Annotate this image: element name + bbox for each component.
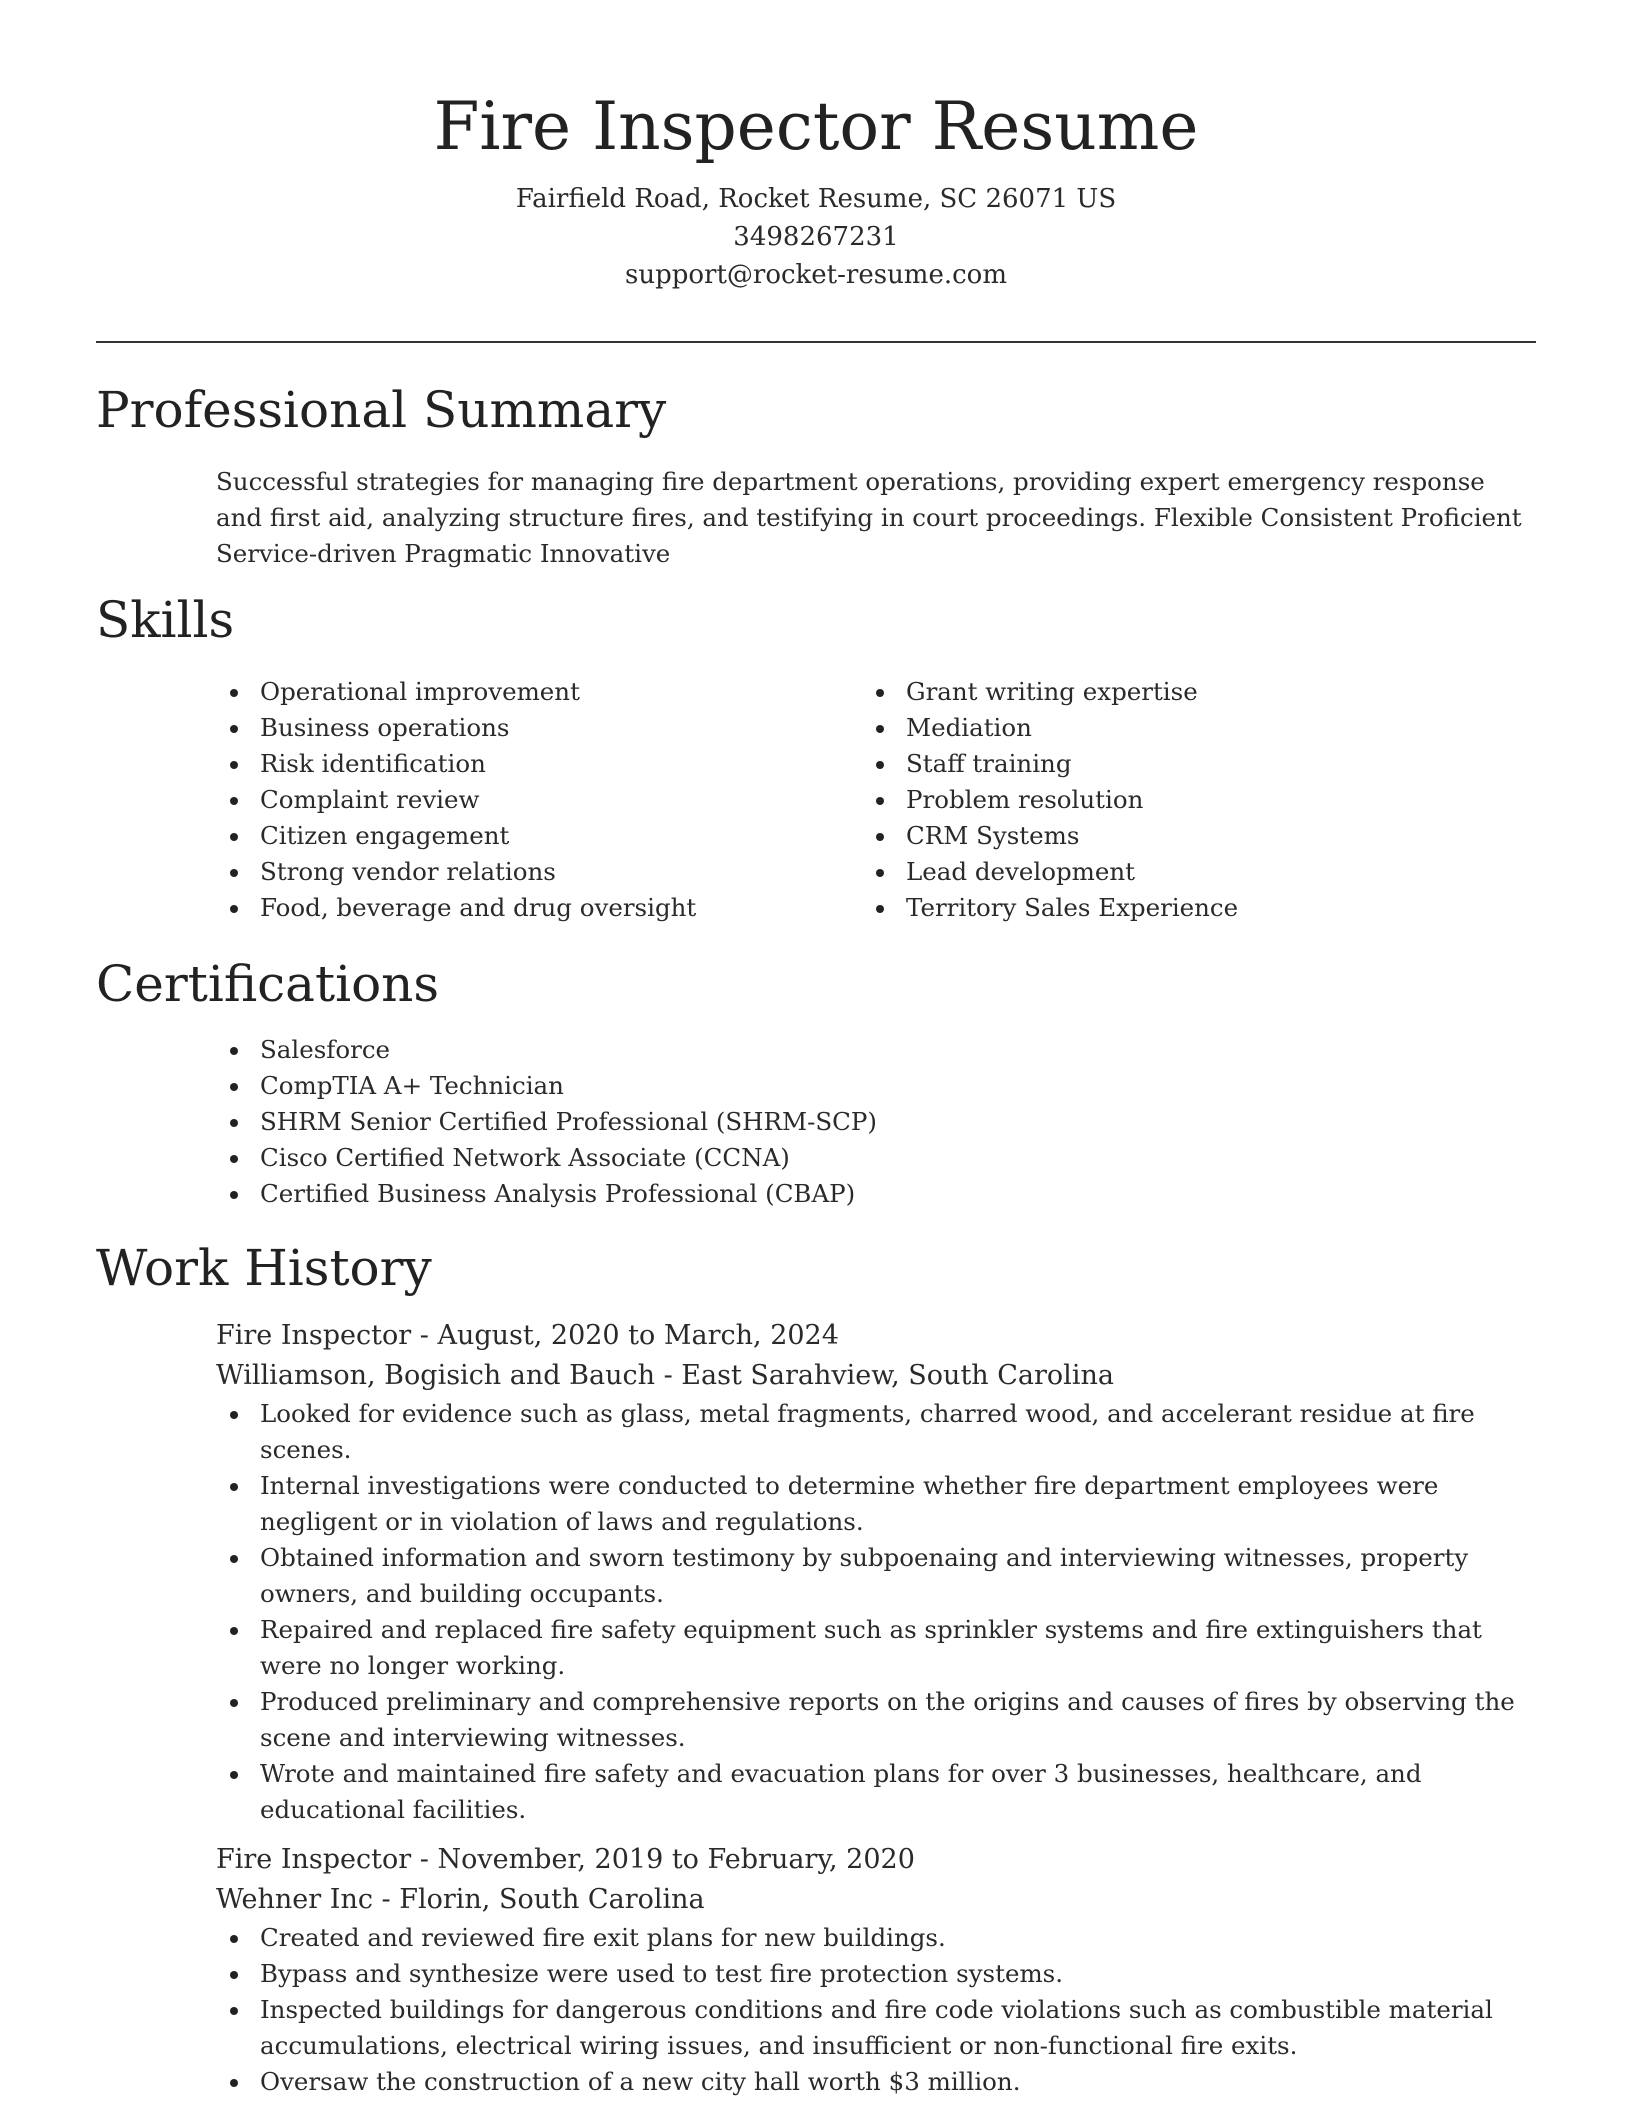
list-item: Cisco Certified Network Associate (CCNA) (216, 1140, 1316, 1176)
work-history-heading: Work History (96, 1239, 432, 1297)
list-item: Looked for evidence such as glass, metal fragments, charred wood, and accelerant residue at fire scenes. (216, 1396, 1538, 1468)
job-bullets (216, 1396, 1538, 1828)
list-item: Problem resolution (862, 782, 1532, 818)
contact-email: support@rocket-resume.com (624, 260, 1007, 290)
job-title: Fire Inspector (216, 1844, 412, 1875)
list-item: Mediation (862, 710, 1532, 746)
list-item: Operational improvement (216, 674, 816, 710)
list-item: Produced preliminary and comprehensive reports on the origins and causes of fires by observing the scene and interviewing witnesses. (216, 1684, 1538, 1756)
header-divider (96, 341, 1536, 343)
list-item: Salesforce (216, 1032, 1316, 1068)
job-company: Williamson, Bogisich and Bauch (216, 1360, 655, 1391)
job-company-line: Williamson, Bogisich and Bauch - East Sarahview, South Carolina (216, 1360, 1114, 1391)
list-item: Oversaw the construction of a new city hall worth $3 million. (216, 2064, 1538, 2100)
job-title-line: Fire Inspector - November, 2019 to February, 2020 (216, 1844, 915, 1875)
job-dates: November, 2019 to February, 2020 (437, 1844, 915, 1875)
list-item: Internal investigations were conducted to determine whether fire department employees were negligent or in violation of laws and regulations. (216, 1468, 1538, 1540)
job-location: Florin, South Carolina (399, 1884, 705, 1915)
list-item: Repaired and replaced fire safety equipment such as sprinkler systems and fire extinguishers that were no longer working. (216, 1612, 1538, 1684)
resume-header (96, 82, 1536, 294)
list-item: Complaint review (216, 782, 816, 818)
list-item: Grant writing expertise (862, 674, 1532, 710)
skills-heading: Skills (96, 591, 235, 649)
list-item: Strong vendor relations (216, 854, 816, 890)
job-company-line: Wehner Inc - Florin, South Carolina (216, 1884, 705, 1915)
job-title-line: Fire Inspector - August, 2020 to March, 2024 (216, 1320, 839, 1351)
contact-phone: 3498267231 (733, 222, 899, 252)
skills-list-left (216, 674, 816, 926)
summary-heading: Professional Summary (96, 381, 667, 439)
list-item: Staff training (862, 746, 1532, 782)
list-item: Bypass and synthesize were used to test fire protection systems. (216, 1956, 1538, 1992)
list-item: Wrote and maintained fire safety and evacuation plans for over 3 businesses, healthcare, and educational facilities. (216, 1756, 1538, 1828)
certifications-heading: Certifications (96, 955, 440, 1013)
list-item: SHRM Senior Certified Professional (SHRM-SCP) (216, 1104, 1316, 1140)
list-item: Created and reviewed fire exit plans for new buildings. (216, 1920, 1538, 1956)
contact-address: Fairfield Road, Rocket Resume, SC 26071 US (515, 184, 1117, 214)
job-location: East Sarahview, South Carolina (681, 1360, 1114, 1391)
job-dates: August, 2020 to March, 2024 (437, 1320, 839, 1351)
list-item: CompTIA A+ Technician (216, 1068, 1316, 1104)
job-bullets (216, 1920, 1538, 2100)
list-item: Lead development (862, 854, 1532, 890)
list-item: Territory Sales Experience (862, 890, 1532, 926)
job-entry (216, 1840, 1538, 2100)
list-item: Business operations (216, 710, 816, 746)
list-item: Citizen engagement (216, 818, 816, 854)
job-title: Fire Inspector (216, 1320, 412, 1351)
list-item: Risk identification (216, 746, 816, 782)
summary-text: Successful strategies for managing fire department operations, providing expert emergency response and first aid, analyzing structure fires, and testifying in court proceedings. Flexible Consistent Proficient Service-driven Pragmatic Innovative (216, 467, 1522, 568)
list-item: CRM Systems (862, 818, 1532, 854)
list-item: Certified Business Analysis Professional (CBAP) (216, 1176, 1316, 1212)
list-item: Food, beverage and drug oversight (216, 890, 816, 926)
list-item: Obtained information and sworn testimony by subpoenaing and interviewing witnesses, property owners, and building occupants. (216, 1540, 1538, 1612)
list-item: Inspected buildings for dangerous conditions and fire code violations such as combustible material accumulations, electrical wiring issues, and insufficient or non-functional fire exits. (216, 1992, 1538, 2064)
skills-list-right (862, 674, 1532, 926)
job-entry (216, 1316, 1538, 1828)
resume-title: Fire Inspector Resume (433, 88, 1199, 165)
job-company: Wehner Inc (216, 1884, 373, 1915)
certifications-list (216, 1032, 1316, 1212)
